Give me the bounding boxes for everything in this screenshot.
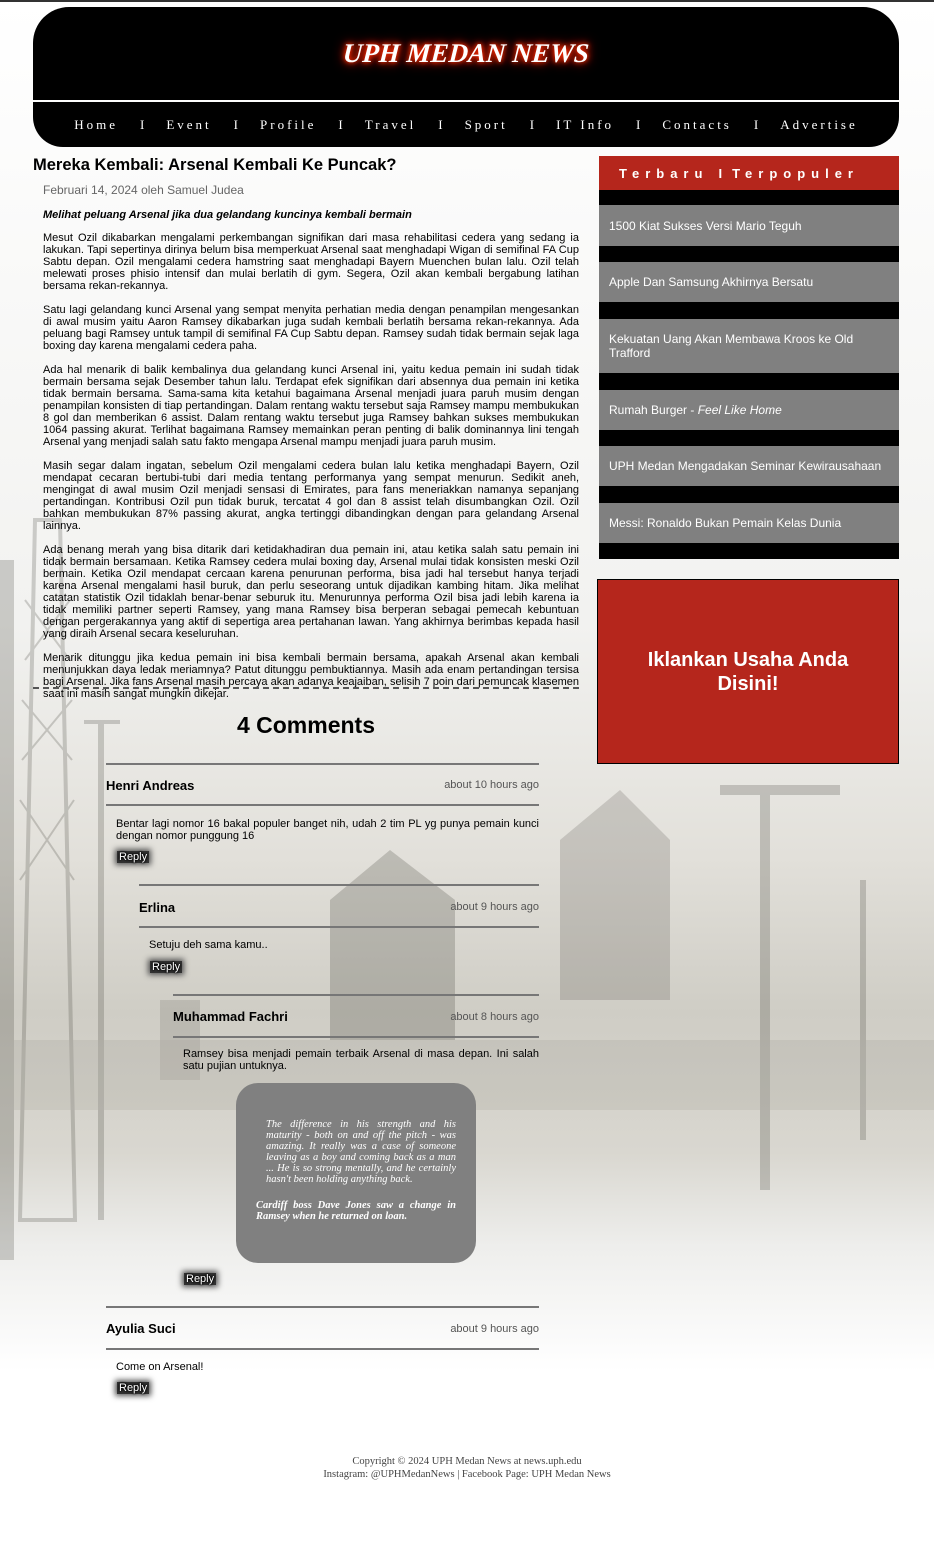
nav-separator: I xyxy=(140,116,145,132)
nav-profile[interactable]: Profile xyxy=(260,116,317,132)
comment-text: Ramsey bisa menjadi pemain terbaik Arsenal di masa depan. Ini salah satu pujian untuknya. xyxy=(183,1048,539,1072)
sidebar-news-label xyxy=(609,403,782,417)
sidebar-news-item[interactable] xyxy=(599,262,899,302)
footer-copyright: Copyright © 2024 UPH Medan News at news.uph.edu xyxy=(352,1456,582,1467)
nav-separator: I xyxy=(338,116,343,132)
sidebar-news-label: 1500 Kiat Sukses Versi Mario Teguh xyxy=(609,218,802,233)
article-divider xyxy=(33,687,579,689)
comment-divider xyxy=(139,926,539,928)
quote-box xyxy=(236,1083,476,1263)
comment-author: Henri Andreas xyxy=(106,778,195,793)
nav-separator: I xyxy=(233,116,239,132)
article-lead: Melihat peluang Arsenal jika dua gelandang kuncinya kembali bermain xyxy=(43,209,412,221)
tab-latest[interactable]: Terbaru xyxy=(619,165,709,181)
nav-contacts[interactable]: Contacts xyxy=(662,116,732,132)
site-header xyxy=(33,7,899,100)
sidebar-news-label: UPH Medan Mengadakan Seminar Kewirausahaan xyxy=(609,459,882,473)
article-paragraph: Ada hal menarik di balik kembalinya dua gelandang kunci Arsenal ini, yaitu kedua pemain ini sudah tidak bermain bersama sejak Desember tahun lalu. Terdapat efek signifikan dari absennya dua pemain ini ketika tidak bermain bersama. Sama-sama kita ketahui bagaimana Arsenal menjadi juara paruh musim dengan penampilan konsisten di tiap pertandingan. Dalam rentang waktu tersebut saja Ramsey mampu membukukan 8 gol dan memberikan 6 assist. Dalam rentang waktu tersebut juga Ramsey bahkan sukses membukukan 1064 passing akurat. Terlihat bagaimana Ramsey memainkan peran penting di balik dominannya lini tengah Arsenal yang menjadi salah satu fakto mengapa Arsenal mampu menjadi juara paruh musim. xyxy=(43,364,579,448)
quote-text: The difference in his strength and his maturity - both on and off the pitch - was amazing. It really was a case of someone leaving as a boy and coming back as a man ... He is so strong mentally, and he certainly hasn't been holding anything back. xyxy=(266,1119,456,1185)
comment-divider xyxy=(139,884,539,886)
sidebar-news-list xyxy=(599,156,899,559)
comments-heading: 4 Comments xyxy=(236,712,376,738)
comment-text: Come on Arsenal! xyxy=(116,1361,204,1373)
footer-social: Instagram: @UPHMedanNews | Facebook Page: UPH Medan News xyxy=(323,1469,611,1480)
quote-source: Cardiff boss Dave Jones saw a change in Ramsey when he returned on loan. xyxy=(256,1200,456,1222)
site-title-logo[interactable]: UPH MEDAN NEWS xyxy=(341,38,591,68)
article-paragraph: Satu lagi gelandang kunci Arsenal yang sempat menyita perhatian media dengan penampilan mengesankan di awal musim yaitu Aaron Ramsey dikabarkan juga sudah kembali berlatih bersama rekan-rekannya. Ada peluang bagi Ramsey untuk tampil di semifinal FA Cup Sabtu depan. Ramsey sudah tidak bermain sejak laga boxing day karena mengalami cedera paha. xyxy=(43,304,579,352)
comment-divider xyxy=(106,763,539,765)
comment-author: Erlina xyxy=(139,900,176,915)
comment-time: about 9 hours ago xyxy=(450,1323,539,1335)
nav-separator: I xyxy=(438,116,443,132)
article-paragraph: Menarik ditunggu jika kedua pemain ini bisa kembali bermain bersama, apakah Arsenal akan kembali menunjukkan daya ledak meriamnya? Patut ditunggu pembuktiannya. Masih ada enam pertandingan tersisa bagi Arsenal. Jika fans Arsenal masih percaya akan adanya keajaiban, selisih 7 poin dari pemuncak klasemen saat ini masih sangat mungkin dikejar. xyxy=(43,652,579,700)
comment-divider xyxy=(173,994,539,996)
article-body xyxy=(43,209,579,700)
reply-button[interactable]: Reply xyxy=(119,851,148,863)
footer xyxy=(0,1455,934,1481)
tab-separator: I xyxy=(718,165,723,181)
sidebar-news-label-emphasis: Feel Like Home xyxy=(697,403,782,417)
sidebar-news-item[interactable] xyxy=(599,319,899,373)
reply-button[interactable]: Reply xyxy=(152,961,181,973)
nav-separator: I xyxy=(636,116,641,132)
comment-time: about 8 hours ago xyxy=(450,1011,539,1023)
sidebar-news-label-prefix: Rumah Burger - xyxy=(609,403,698,417)
reply-button[interactable]: Reply xyxy=(119,1382,148,1394)
article-paragraph: Masih segar dalam ingatan, sebelum Ozil mengalami cedera bulan lalu ketika menghadapi Bayern, Ozil mendapat cecaran bertubi-tubi dari media tentang performanya yang sempat menurun. Sedikit aneh, mengingat di awal musim Ozil menjadi sensasi di Emirates, para fans meneriakkan namanya sepanjang pertandingan. Kontribusi Ozil pun tidak buruk, tercatat 4 gol dan 8 assist telah disumbangkan Ozil. Ozil bahkan membukukan 87% passing akurat, angka tertinggi dibandingkan dengan para gelandang Arsenal lainnya. xyxy=(43,460,579,532)
nav-it-info[interactable]: IT Info xyxy=(556,116,615,132)
sidebar-news-label: Kekuatan Uang Akan Membawa Kroos ke Old Trafford xyxy=(609,332,854,360)
article-title: Mereka Kembali: Arsenal Kembali Ke Puncak? xyxy=(33,156,397,174)
comment-text: Setuju deh sama kamu.. xyxy=(149,939,268,951)
article xyxy=(33,156,579,712)
nav-separator: I xyxy=(753,116,759,132)
tab-popular[interactable]: Terpopuler xyxy=(732,165,859,181)
sidebar-news-item[interactable] xyxy=(599,503,899,543)
reply-button[interactable]: Reply xyxy=(186,1273,215,1285)
sidebar-news-item[interactable] xyxy=(599,390,899,430)
sidebar-news-item[interactable] xyxy=(599,205,899,246)
main-navigation xyxy=(33,102,899,147)
article-paragraph: Ada benang merah yang bisa ditarik dari ketidakhadiran dua pemain ini, atau ketika salah satu pemain ini tidak bermain bersamaan. Ketika Ramsey cedera mulai boxing day, Arsenal mulai tidak konsisten meski Ozil bermain. Ketika Ozil mendapat cercaan karena penurunan performa, bisa jadi hal tersebut hanya terjadi karena Arsenal mengalami hasil buruk, dan perlu seseorang untuk dijadikan kambing hitam. Jika melihat catatan statistik Ozil tidaklah benar-benar seburuk itu. Menurunnya performa Ozil bisa jadi lebih karena ia tidak memiliki partner seperti Ramsey, yang mana Ramsey bisa berperan sebagai pemecah kebuntuan dengan pergerakannya yang aktif di sepertiga area pertahanan lawan. Yang akhirnya berimbas kepada hasil yang diraih Arsenal secara keseluruhan. xyxy=(43,544,579,640)
sidebar-tabs xyxy=(599,156,899,190)
nav-sport[interactable]: Sport xyxy=(464,116,508,132)
nav-travel[interactable]: Travel xyxy=(364,116,417,132)
comment-author: Muhammad Fachri xyxy=(173,1009,288,1024)
comment-author: Ayulia Suci xyxy=(106,1321,176,1336)
comment-divider xyxy=(173,1036,539,1038)
sidebar-news-label: Messi: Ronaldo Bukan Pemain Kelas Dunia xyxy=(609,516,842,530)
sidebar-news-label: Apple Dan Samsung Akhirnya Bersatu xyxy=(609,275,814,289)
sidebar-news-item[interactable] xyxy=(599,446,899,486)
article-paragraph: Mesut Ozil dikabarkan mengalami perkembangan signifikan dari masa rehabilitasi cedera yang sedang ia lakukan. Tapi sepertinya dirinya belum bisa memperkuat Arsenal saat menghadapi Wigan di semifinal FA Cup Sabtu depan. Ozil mengalami cedera hamstring saat menghadapi Bayern Muenchen bulan lalu. Ozil telah melewati proses phisio intensif dan mulai berlatih di gym. Segera, Ozil akan kembali bergabung latihan bersama rekan-rekannya. xyxy=(43,232,579,292)
top-border xyxy=(0,0,934,2)
comment-divider xyxy=(106,804,539,806)
advertise-banner[interactable] xyxy=(597,579,899,764)
nav-event[interactable]: Event xyxy=(166,116,212,132)
comment-text: Bentar lagi nomor 16 bakal populer banget nih, udah 2 tim PL yg punya pemain kunci dengan nomor punggung 16 xyxy=(116,818,539,842)
comment-divider xyxy=(106,1306,539,1308)
nav-separator: I xyxy=(529,116,535,132)
nav-advertise[interactable]: Advertise xyxy=(780,116,858,132)
nav-home[interactable]: Home xyxy=(74,116,118,132)
article-meta: Februari 14, 2024 oleh Samuel Judea xyxy=(43,183,244,197)
advertise-text: Iklankan Usaha Anda Disini! xyxy=(647,648,849,695)
comment-divider xyxy=(106,1348,539,1350)
comment-time: about 9 hours ago xyxy=(450,901,539,913)
comment-time: about 10 hours ago xyxy=(444,779,539,791)
